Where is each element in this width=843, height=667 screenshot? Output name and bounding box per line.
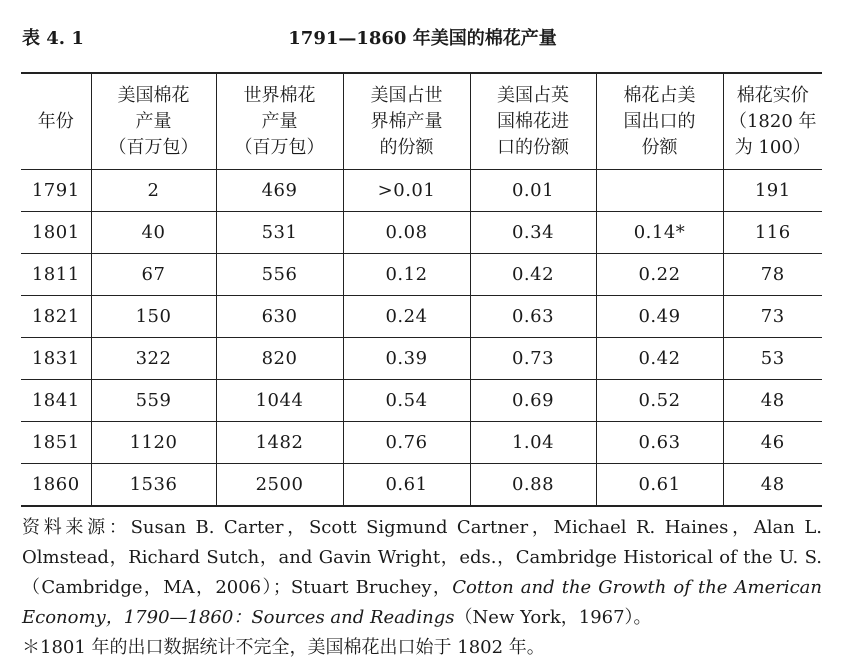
column-header-line: 世界棉花 [243, 84, 316, 106]
table-cell: 531 [216, 212, 343, 254]
table-cell: 0.52 [596, 380, 723, 422]
column-header [596, 73, 723, 170]
column-header-line: 美国占英 [497, 84, 569, 106]
table-cell: 150 [91, 296, 216, 338]
source-text-b: （New York，1967）。 [454, 607, 652, 628]
table-cell: 40 [91, 212, 216, 254]
column-header-line: （百万包） [108, 136, 199, 158]
column-header-line: 国出口的 [623, 110, 696, 132]
column-header-line: 界棉产量 [370, 110, 443, 132]
year-cell: 1831 [21, 338, 91, 380]
column-header-line: 棉花占美 [623, 84, 696, 106]
column-header-line: 的份额 [379, 136, 434, 158]
column-header-line: 为 100） [734, 136, 811, 158]
table-cell: 0.69 [470, 380, 596, 422]
year-cell: 1841 [21, 380, 91, 422]
year-cell: 1851 [21, 422, 91, 464]
table-cell: >0.01 [343, 170, 470, 212]
year-cell: 1791 [21, 170, 91, 212]
footnote: ＊1801 年的出口数据统计不完全，美国棉花出口始于 1802 年。 [22, 637, 545, 658]
column-header-line: 美国棉花 [117, 84, 190, 106]
table-cell: 0.12 [343, 254, 470, 296]
table-cell: 556 [216, 254, 343, 296]
source-text-a: Susan B. Carter，Scott Sigmund Cartner，Michael R. Haines，Alan L. Olmstead，Richard Sutch，and Gavin Wright，eds.，Cambridge Historical of the U. S.（Cambridge，MA，2006）；Stuart Bruchey， [22, 517, 823, 598]
column-header-line: 产量 [135, 110, 172, 132]
column-header-line: 口的份额 [497, 136, 569, 158]
table-cell: 0.08 [343, 212, 470, 254]
table-cell: 0.14* [596, 212, 723, 254]
column-header-line: （1820 年 [728, 110, 817, 132]
table-cell: 73 [723, 296, 822, 338]
column-header [91, 73, 216, 170]
table-cell: 630 [216, 296, 343, 338]
table-cell: 0.73 [470, 338, 596, 380]
table-cell: 559 [91, 380, 216, 422]
table-cell: 1482 [216, 422, 343, 464]
column-header-line: 国棉花进 [497, 110, 569, 132]
table-cell: 0.01 [470, 170, 596, 212]
table-cell: 0.61 [343, 464, 470, 507]
table-cell: 0.49 [596, 296, 723, 338]
column-header [343, 73, 470, 170]
table-cell: 1044 [216, 380, 343, 422]
table-cell: 0.63 [596, 422, 723, 464]
table-cell: 322 [91, 338, 216, 380]
column-header-line: 产量 [261, 110, 298, 132]
table-cell: 0.76 [343, 422, 470, 464]
table-cell: 469 [216, 170, 343, 212]
table-cell: 116 [723, 212, 822, 254]
table-cell: 0.63 [470, 296, 596, 338]
table-cell: 0.61 [596, 464, 723, 507]
column-header-line: 年份 [37, 110, 74, 132]
table-number: 表 4. 1 [22, 28, 84, 49]
table-cell: 0.88 [470, 464, 596, 507]
table-body [21, 170, 822, 507]
table-cell: 67 [91, 254, 216, 296]
header-row [21, 73, 822, 170]
column-header-line: 棉花实价 [736, 84, 809, 106]
table-cell [596, 170, 723, 212]
table-row [21, 380, 822, 422]
column-header-line: 美国占世 [370, 84, 443, 106]
table-cell: 0.39 [343, 338, 470, 380]
column-header [21, 73, 91, 170]
table-caption [22, 18, 823, 54]
table-cell: 0.34 [470, 212, 596, 254]
table-cell: 0.22 [596, 254, 723, 296]
column-header-line: 份额 [641, 136, 678, 158]
table-cell: 2500 [216, 464, 343, 507]
table-row [21, 212, 822, 254]
table-row [21, 338, 822, 380]
table-cell: 48 [723, 464, 822, 507]
table-cell: 78 [723, 254, 822, 296]
table-cell: 0.42 [596, 338, 723, 380]
source-prefix: 资料来源： [22, 517, 131, 538]
table-cell: 191 [723, 170, 822, 212]
table-row [21, 254, 822, 296]
table-row [21, 296, 822, 338]
year-cell: 1821 [21, 296, 91, 338]
notes [22, 513, 822, 663]
source-note [22, 513, 822, 633]
column-header [723, 73, 822, 170]
table-cell: 53 [723, 338, 822, 380]
column-header [216, 73, 343, 170]
source-book-title: Cotton and the Growth of the American Economy，1790—1860：Sources and Readings [22, 577, 822, 628]
table-row [21, 422, 822, 464]
table-cell: 0.24 [343, 296, 470, 338]
table-cell: 46 [723, 422, 822, 464]
year-cell: 1801 [21, 212, 91, 254]
table-cell: 820 [216, 338, 343, 380]
table-cell: 1536 [91, 464, 216, 507]
cotton-production-table [21, 72, 822, 507]
year-cell: 1860 [21, 464, 91, 507]
table-cell: 0.54 [343, 380, 470, 422]
table-cell: 1120 [91, 422, 216, 464]
column-header-line: （百万包） [234, 136, 325, 158]
table-row [21, 464, 822, 507]
table-title: 1791—1860 年美国的棉花产量 [288, 28, 557, 49]
table-cell: 2 [91, 170, 216, 212]
table-cell: 0.42 [470, 254, 596, 296]
table-cell: 1.04 [470, 422, 596, 464]
table-row [21, 170, 822, 212]
table-cell: 48 [723, 380, 822, 422]
column-header [470, 73, 596, 170]
year-cell: 1811 [21, 254, 91, 296]
